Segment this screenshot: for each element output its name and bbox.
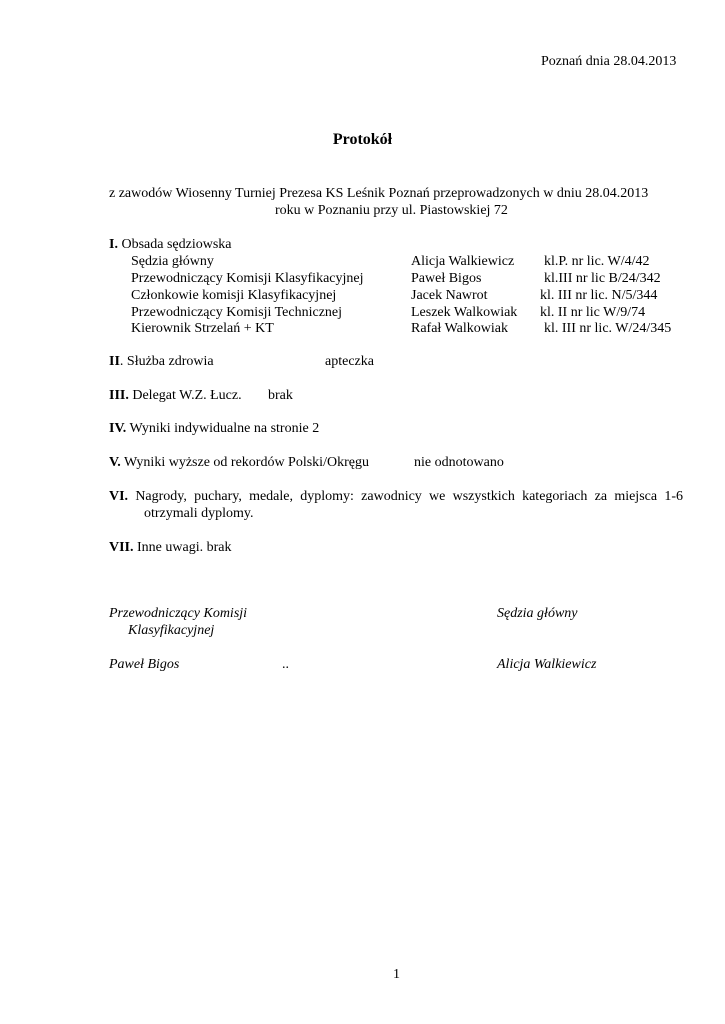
date-line: Poznań dnia 28.04.2013 <box>541 54 677 69</box>
section-6-text: Nagrody, puchary, medale, dyplomy: zawodnicy we wszystkich kategoriach za miejsca 1-6 <box>128 489 683 504</box>
section-4-label: Wyniki indywidualne na stronie 2 <box>126 421 320 436</box>
referee-name: Alicja Walkiewicz <box>411 254 515 269</box>
signature-middle-mark: .. <box>282 657 289 672</box>
section-7-number: VII. <box>109 540 134 555</box>
referee-license: kl. III nr lic. N/5/344 <box>540 288 658 303</box>
section-3-number: III. <box>109 388 129 403</box>
section-2 <box>109 353 214 370</box>
section-1-title: Obsada sędziowska <box>117 237 232 252</box>
referee-role: Kierownik Strzelań + KT <box>131 321 274 336</box>
referee-name: Jacek Nawrot <box>411 288 488 303</box>
intro-line-1: z zawodów Wiosenny Turniej Prezesa KS Leśnik Poznań przeprowadzonych w dniu 28.04.2013 <box>109 186 649 201</box>
referee-role: Przewodniczący Komisji Technicznej <box>131 305 343 320</box>
section-2-value: apteczka <box>325 354 374 369</box>
section-6-line-1 <box>109 488 683 505</box>
referee-role: Przewodniczący Komisji Klasyfikacyjnej <box>131 271 364 286</box>
section-5 <box>109 454 369 471</box>
section-6-number: VI. <box>109 489 129 504</box>
section-4 <box>109 420 319 437</box>
intro-line-2: roku w Poznaniu przy ul. Piastowskiej 72 <box>275 203 508 218</box>
signature-left-name: Paweł Bigos <box>109 657 180 672</box>
section-7-label: Inne uwagi. brak <box>133 540 232 555</box>
section-5-label: Wyniki wyższe od rekordów Polski/Okręgu <box>120 455 369 470</box>
page-number: 1 <box>393 967 400 982</box>
section-1-number: I. <box>109 237 118 252</box>
referee-role: Sędzia główny <box>131 254 214 269</box>
section-3-value: brak <box>268 388 293 403</box>
signature-left-title-1: Przewodniczący Komisji <box>109 606 248 621</box>
section-4-number: IV. <box>109 421 127 436</box>
referee-name: Leszek Walkowiak <box>411 305 518 320</box>
referee-license: kl.III nr lic B/24/342 <box>544 271 661 286</box>
referee-license: kl. III nr lic. W/24/345 <box>544 321 672 336</box>
section-7 <box>109 539 231 556</box>
section-1-heading <box>109 236 231 253</box>
referee-role: Członkowie komisji Klasyfikacyjnej <box>131 288 337 303</box>
section-2-label: . Służba zdrowia <box>119 354 214 369</box>
referee-name: Paweł Bigos <box>411 271 482 286</box>
signature-right-name: Alicja Walkiewicz <box>497 657 597 672</box>
section-5-number: V. <box>109 455 121 470</box>
referee-name: Rafał Walkowiak <box>411 321 508 336</box>
section-2-number: II <box>109 354 120 369</box>
section-3-label: Delegat W.Z. Łucz. <box>128 388 242 403</box>
referee-license: kl.P. nr lic. W/4/42 <box>544 254 650 269</box>
section-5-value: nie odnotowano <box>414 455 504 470</box>
section-3 <box>109 387 242 404</box>
section-6-line-2: otrzymali dyplomy. <box>144 506 254 521</box>
signature-right-title: Sędzia główny <box>497 606 578 621</box>
signature-left-title-2: Klasyfikacyjnej <box>128 623 215 638</box>
referee-license: kl. II nr lic W/9/74 <box>540 305 646 320</box>
document-title: Protokół <box>332 131 393 148</box>
